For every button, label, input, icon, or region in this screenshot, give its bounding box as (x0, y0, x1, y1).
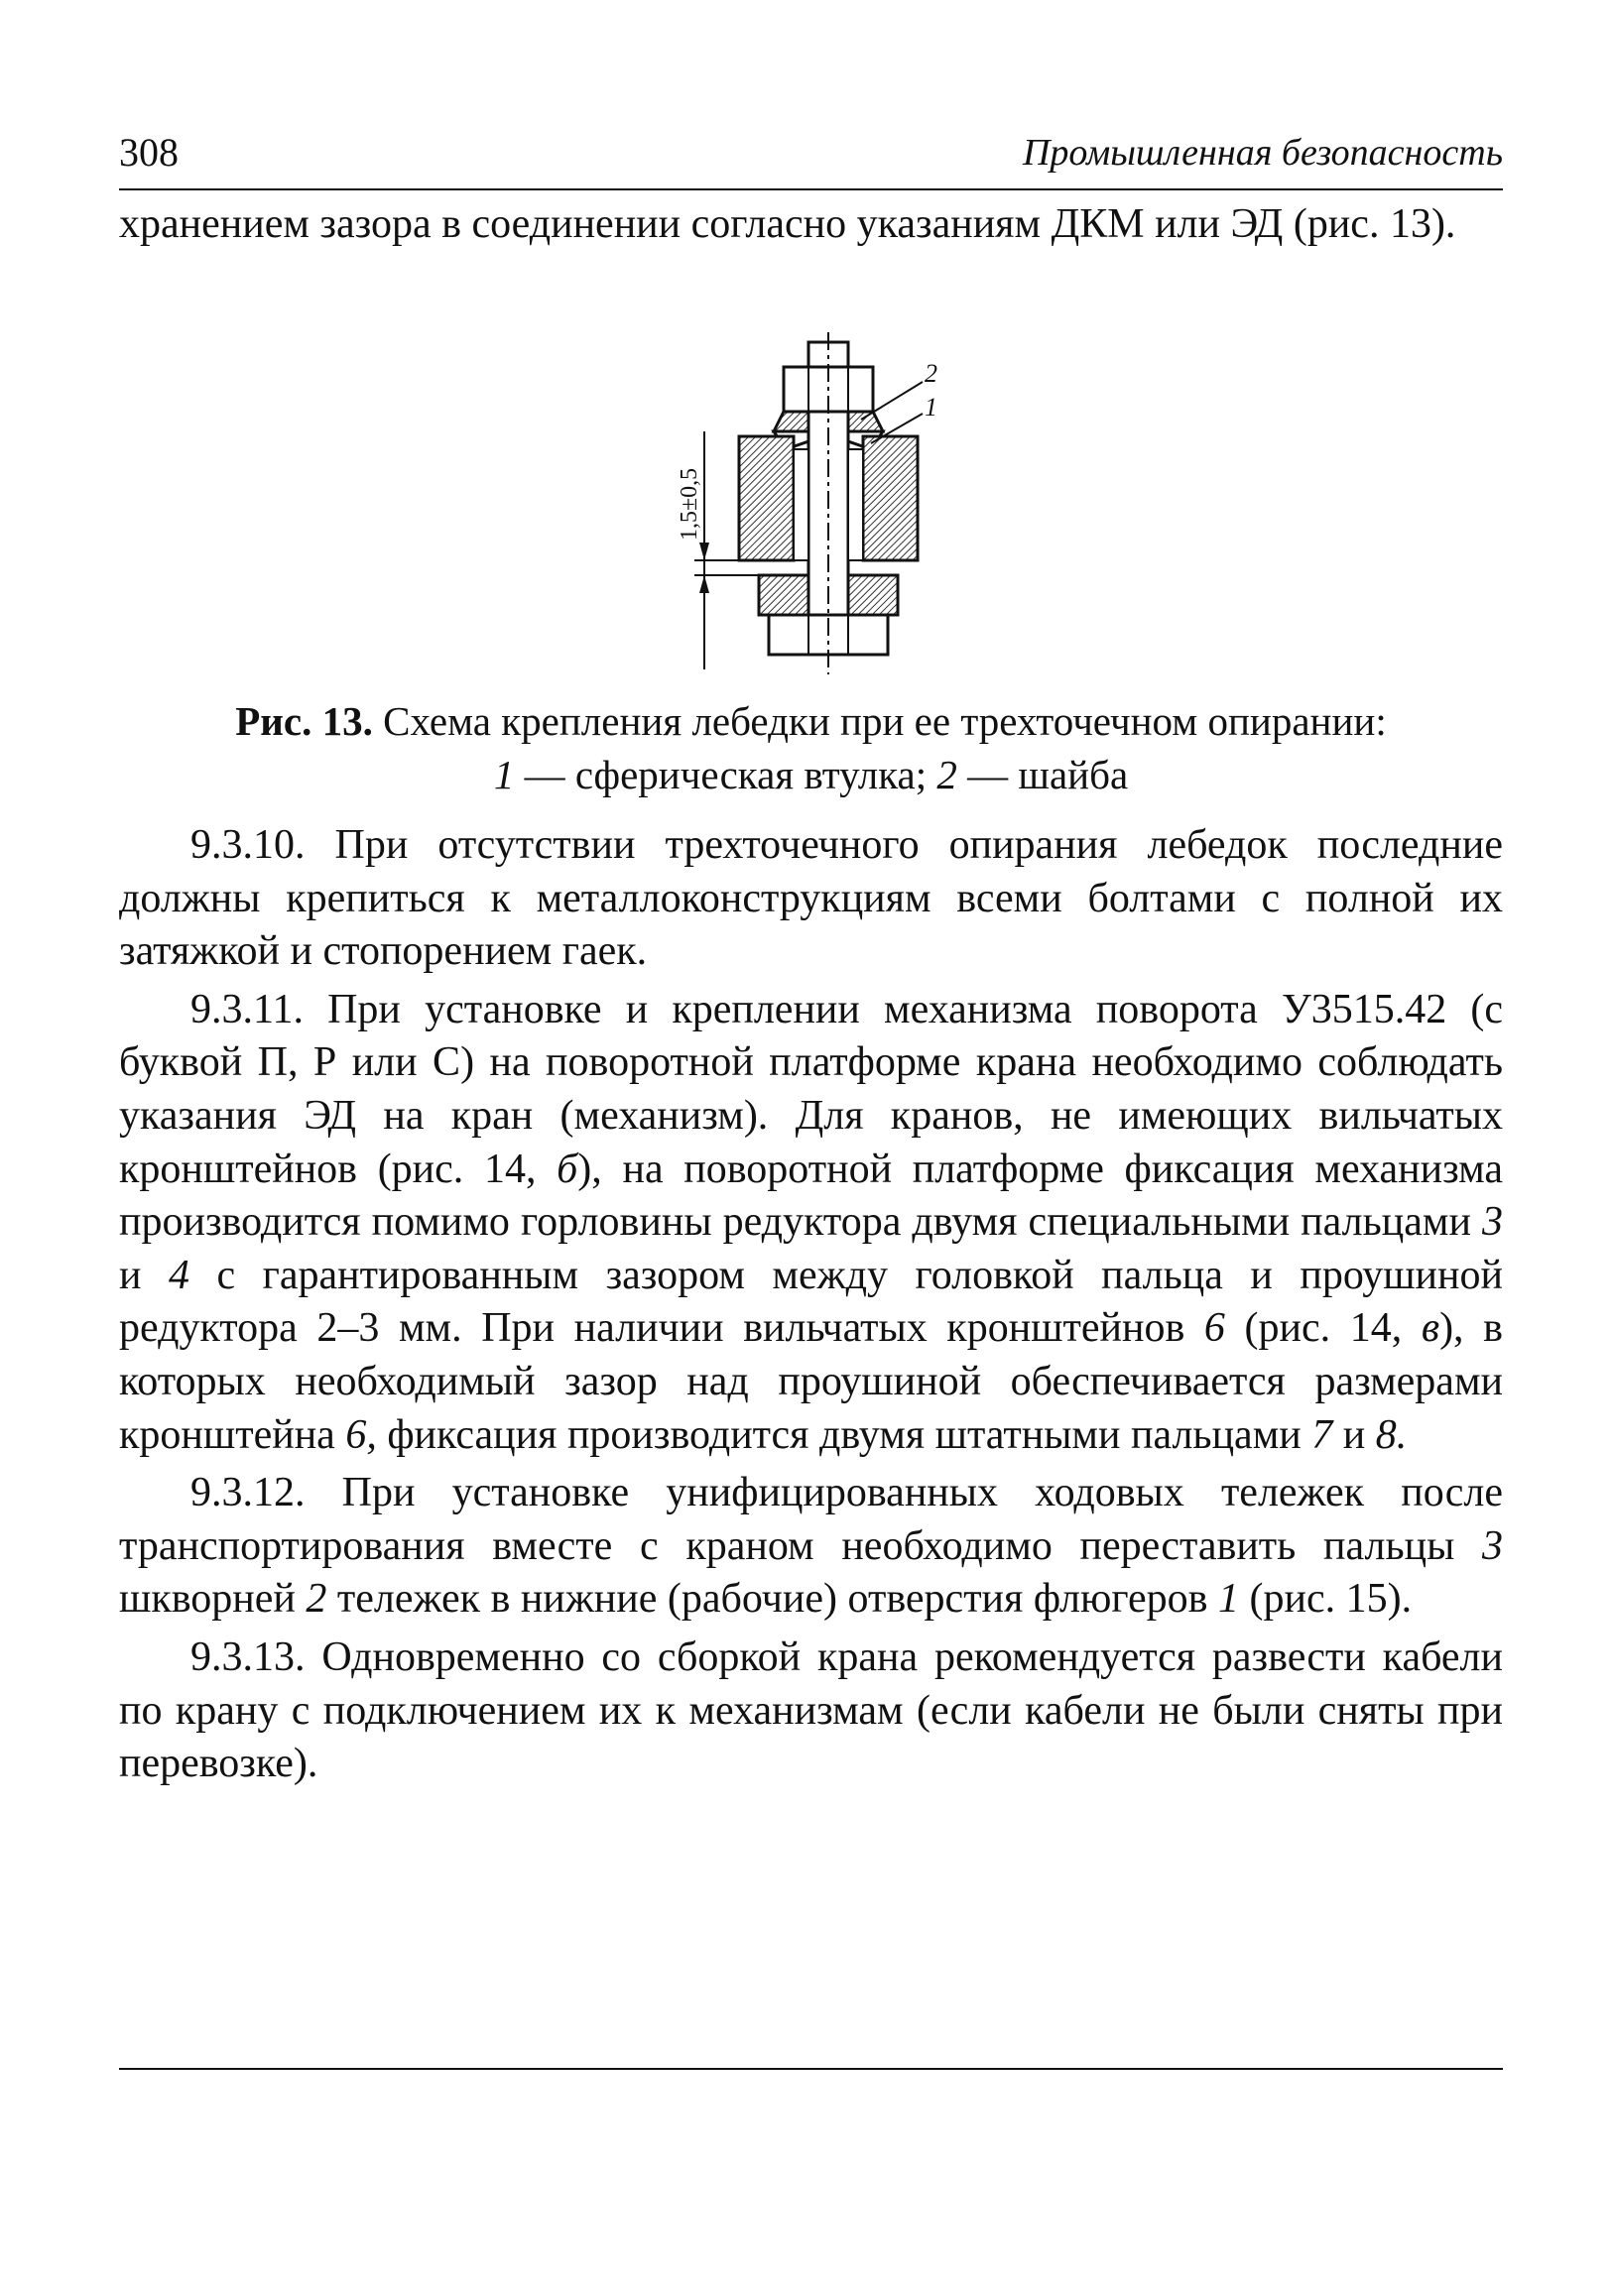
lower-plate-left (759, 575, 808, 615)
figure-13-drawing (635, 332, 972, 679)
paragraph-9-3-12: 9.3.12. При установке унифицированных ходовых тележек после транспортирования вместе с краном необходимо переставить пальцы 3 шкворней 2 тележек в нижние (рабочие) отверстия флюгеров 1 (рис. 15). (119, 1470, 1503, 1623)
caption-legend-2-num: 2 (936, 752, 957, 797)
caption-legend-1-num: 1 (493, 752, 515, 797)
paragraph-9-3-10: 9.3.10. При отсутствии трехточечного опирания лебедок последние должны крепиться к металлоконструкциям всеми болтами с полной их затяжкой и стопорением гаек. (119, 822, 1503, 975)
dimension-label: 1,5±0,5 (677, 467, 702, 541)
paragraph-9-3-11: 9.3.11. При установке и креплении механизма поворота У3515.42 (с буквой П, Р или С) на поворотной платформе крана необходимо соблюдать указания ЭД на кран (механизм). Для кранов, не имеющих вильчатых кронштейнов (рис. 14, б), на поворотной платформе фиксация механизма производится помимо горловины редуктора двумя специальными пальцами 3 и 4 с гарантированным зазором между головкой пальца и проушиной редуктора 2–3 мм. При наличии вильчатых кронштейнов 6 (рис. 14, в), в которых необходимый зазор над проушиной обеспечивается размерами кронштейна 6, фиксация производится двумя штатными пальцами 7 и 8. (119, 986, 1503, 1458)
figure-caption (119, 694, 1503, 801)
callout-1: 1 (925, 393, 937, 422)
upper-plate-left (739, 436, 794, 560)
body-text (119, 819, 1503, 1796)
running-title: Промышленная безопасность (1022, 132, 1503, 174)
continuation-paragraph: хранением зазора в соединении согласно указаниям ДКМ или ЭД (рис. 13). (119, 201, 1456, 247)
paragraph-9-3-13: 9.3.13. Одновременно со сборкой крана рекомендуется развести кабели по крану с подключением их к механизмам (если кабели не были сняты при перевозке). (119, 1633, 1503, 1787)
caption-title: Схема крепления лебедки при ее трехточечном опирании: (383, 698, 1387, 744)
page-header (119, 127, 1503, 190)
page-number: 308 (119, 130, 179, 175)
callout-2: 2 (925, 359, 937, 388)
caption-legend-1-text: — сферическая втулка; (524, 752, 928, 797)
caption-lead: Рис. 13. (235, 698, 373, 744)
washer (774, 412, 808, 431)
caption-legend-2-text: — шайба (967, 752, 1129, 797)
bottom-rule (119, 2068, 1503, 2070)
